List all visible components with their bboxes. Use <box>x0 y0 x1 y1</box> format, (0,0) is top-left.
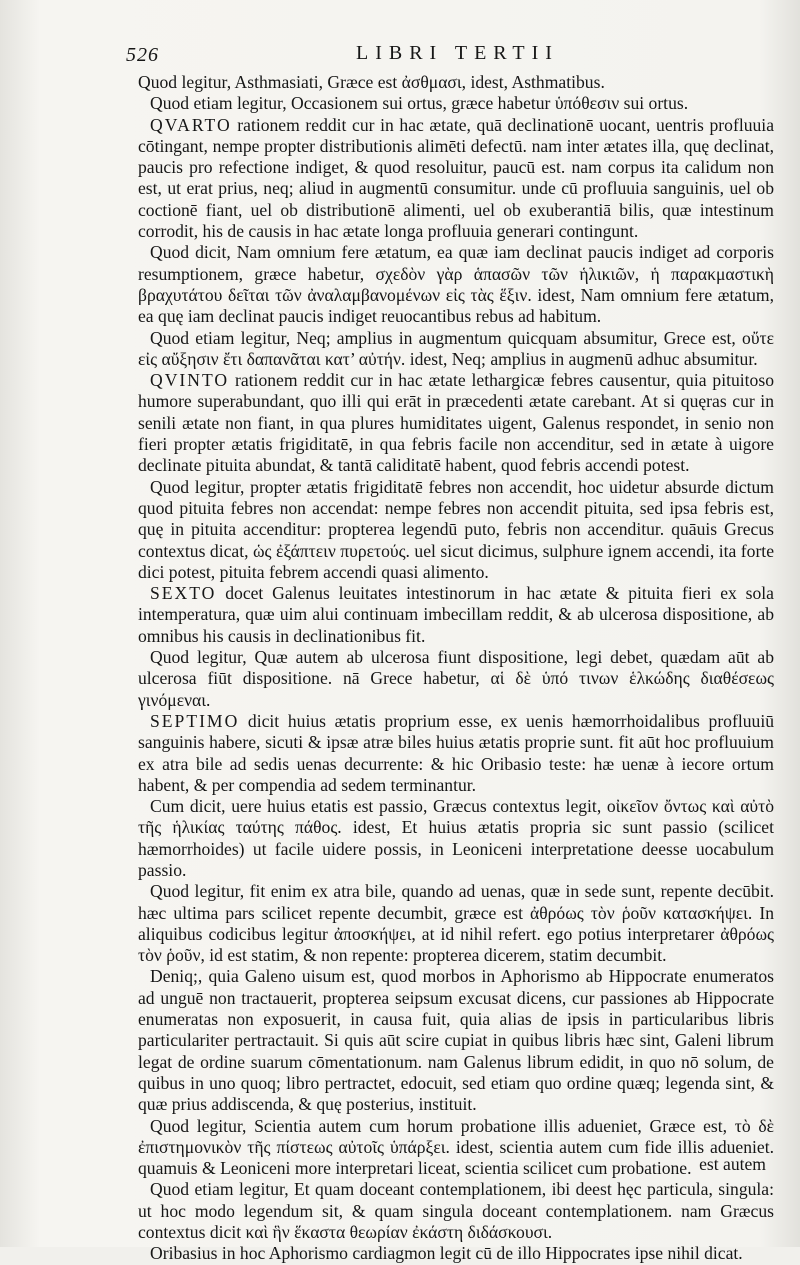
paragraph-occasionem <box>138 93 774 114</box>
catchword: est autem <box>699 1154 766 1174</box>
paragraph-text: Quod legitur, fit enim ex atra bile, quando ad uenas, quæ in sede sunt, repente decūbit. hæc ultima pars scilicet repente decumbit, græce est ἀθρόως τὸν ῥοῦν κατασκήψει. In aliquibus codicibus legitur ἀποσκήψει, at id nihil refert. ego potius interpretarer ἀθρόως τὸν ῥοῦν, id est statim, & non repente: propterea dicerem, statim decumbit. <box>138 881 774 966</box>
section-lead: SEXTO <box>150 583 217 604</box>
paragraph-nam-omnium <box>138 242 774 327</box>
paragraph-text: Quod dicit, Nam omnium fere ætatum, ea quæ iam declinat paucis indiget ad corporis resumptionem, græce habetur, σχεδὸν γὰρ ἁπασῶν τῶν ἡλικιῶν, ἡ παρακμαστικὴ βραχυτάτου δεῖται τῶν ἀναλαμβανομένων εἰς τὰς ἕξιν. idest, Nam omnium fere ætatum, ea quę iam declinat paucis indiget reuocantibus rebus ad habitum. <box>138 242 774 327</box>
paragraph-text: Quod etiam legitur, Neq; amplius in augmentum quicquam absumitur, Grece est, οὔτε εἰς αὔξησιν ἔτι δαπανᾶται κατ’ αὐτήν. idest, Neq; amplius in augmenū adhuc absumitur. <box>138 327 774 369</box>
paragraph-text: rationem reddit cur in hac ætate lethargicæ febres causentur, quia pituitoso humore superabundant, quo illi qui erāt in præcedenti ætate carebant. At si quęras cur in senili ætate non fiant, in qua plures humiditates uigent, Galenus respondet, in senio non fieri propter ætatis frigiditatē, in qua febris facile non accenditur, sed in ætate à uigore declinate pituita abundat, & tantā caliditatē habent, quod febris accendi potest. <box>138 370 774 476</box>
section-lead: QVARTO <box>150 114 232 135</box>
paragraph-deniq <box>138 966 774 1115</box>
paragraph-asthmasiati <box>138 72 774 93</box>
paragraph-frigiditate <box>138 477 774 583</box>
paragraph-text: docet Galenus leuitates intestinorum in hac ætate & pituita fieri ex sola intemperatura, quæ uim alui continuam imbecillam reddit, & ab ulcerosa dispositione, ab omnibus his causis in declinationibus fit. <box>138 583 774 646</box>
paragraph-text: Quod legitur, Scientia autem cum horum probatione illis adueniet, Græce est, τὸ δὲ ἐπιστημονικὸν τῆς πίστεως αὐτοῖς ὑπάρξει. idest, scientia autem cum fide illis adueniet. quamuis & Leoniceni more interpretari liceat, scientia scilicet cum probatione. <box>138 1115 774 1179</box>
paragraph-text: Quod legitur, Quæ autem ab ulcerosa fiunt dispositione, legi debet, quædam aūt ab ulcerosa fiūt dispositione. nā Grece habetur, αἱ δὲ ὑπό τινων ἑλκώδης διαθέσεως γινόμεναι. <box>138 647 774 710</box>
paragraph-neq-amplius <box>138 328 774 371</box>
paragraph-ulcerosa <box>138 647 774 711</box>
paragraph-quinto <box>138 370 774 476</box>
paragraph-text: Quod etiam legitur, Occasionem sui ortus, græce habetur ὑπόθεσιν sui ortus. <box>150 93 689 114</box>
paragraph-text: Deniq;, quia Galeno uisum est, quod morbos in Aphorismo ab Hippocrate enumeratos ad unguē non tractauerit, propterea seipsum excusat dicens, cur passiones ab Hippocrate enumeratas non exposuerit, in causa fuit, quia alias de ipsis in particularibus libris particulariter pertractauit. Si quis aūt scire cupiat in quibus libris hæc sint, Galeni librum legat de ordine suarum cōmentationum. nam Galenus librum edidit, in quo nō solum, de quibus in uno quoq; libro pertractet, edocuit, sed etiam quo ordine quæq; legenda sint, & quæ prius addiscenda, & quę posterius, instituit. <box>138 966 774 1115</box>
paragraph-contemplationem <box>138 1179 774 1243</box>
paragraph-text: Oribasius in hoc Aphorismo cardiagmon legit cū de illo Hippocrates ipse nihil dicat. <box>150 1243 743 1264</box>
section-lead: SEPTIMO <box>150 710 240 731</box>
paragraph-sexto <box>138 583 774 647</box>
paragraph-text: Cum dicit, uere huius etatis est passio, Græcus contextus legit, οἰκεῖον ὄντως καὶ αὐτὸ τῆς ἡλικίας ταύτης πάθος. idest, Et huius ætatis propria sic sunt passio (scilicet hæmorrhoides) ut facile uidere possis, in Leoniceni interpretatione deesse uocabulum passio. <box>138 796 774 880</box>
paragraph-text: Quod legitur, propter ætatis frigiditatē febres non accendit, hoc uidetur absurde dictum quod pituita febres non accendat: nempe febres non accendit pituita, sed ipsa febris est, quę in pituita accenditur: propterea legendū puto, febris non accenditur. quāuis Grecus contextus dicat, ὡς ἐξάπτειν πυρετούς. uel sicut dicimus, sulphure ignem accendi, ita forte dici potest, pituita febrem accendi quasi alimento. <box>138 476 774 582</box>
running-head: LIBRI TERTII <box>356 42 559 64</box>
paragraph-atra-bile <box>138 881 774 966</box>
section-lead: QVINTO <box>150 370 230 391</box>
paragraph-passio <box>138 796 774 881</box>
paragraph-septimo <box>138 711 774 796</box>
page-number: 526 <box>126 44 159 66</box>
paragraph-scientia <box>138 1116 774 1180</box>
paragraph-quarto <box>138 115 774 243</box>
paragraph-text: Quod legitur, Asthmasiati, Græce est ἀσθμασι, idest, Asthmatibus. <box>138 72 605 92</box>
commentary-text <box>138 72 774 1265</box>
paragraph-text: rationem reddit cur in hac ætate, quā declinationē uocant, uentris profluuia cōtingant, nempe propter distributionis alimēti defectū. nam inter ætates illa, quę declinat, paucis pro refectione indiget, & quod resoluitur, paucū est. nam corpus ita calidum non est, ut erat prius, neq; aliud in augmentū consumitur. unde cū profluuia sanguinis, uel ob coctionē fiant, uel ob distributionē alimenti, uel ob exuberantiā bilis, quæ intestinum corrodit, his de causis in hac ætate longa profluuia generari contingunt. <box>138 114 774 242</box>
paragraph-text: Quod etiam legitur, Et quam doceant contemplationem, ibi deest hęc particula, singula: ut hoc modo legendum sit, & quam singula doceant contemplationem. nam Græcus contextus dicit καὶ ἣν ἕκαστα θεωρίαν ἐκάστη διδάσκουσι. <box>138 1179 774 1243</box>
paragraph-text: dicit huius ætatis proprium esse, ex uenis hæmorrhoidalibus profluuiū sanguinis habere, sicuti & ipsæ atræ biles huius ætatis proprie sunt. fit aūt hoc profluuium ex atra bile ad sedis uenas decurrente: & hic Oribasio teste: hæ uenæ à iecore ortum habent, & per compendia ad sedem terminantur. <box>138 710 774 795</box>
